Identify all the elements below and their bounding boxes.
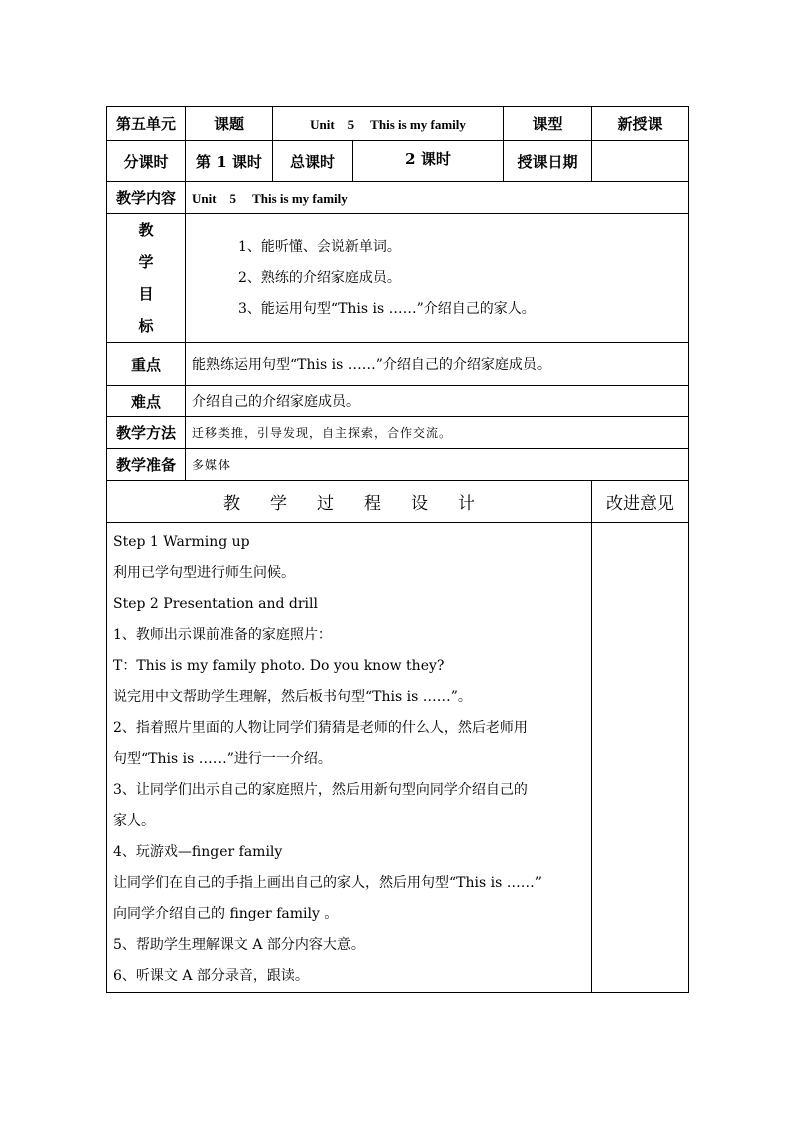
content-value: Unit 5 This is my family xyxy=(186,182,689,214)
process-line: 3、让同学们出示自己的家庭照片，然后用新句型向同学介绍自己的 xyxy=(113,782,528,798)
key-point-row xyxy=(107,343,689,386)
lesson-row xyxy=(107,141,689,182)
type-label: 课型 xyxy=(504,107,592,141)
process-line: 家人。 xyxy=(113,813,155,829)
process-line: Step 1 Warming up xyxy=(113,534,250,550)
process-line: 利用已学句型进行师生问候。 xyxy=(113,565,295,581)
teaching-date-label: 授课日期 xyxy=(504,141,592,182)
teaching-date-value xyxy=(592,141,689,182)
process-line: 让同学们在自己的手指上画出自己的家人，然后用句型“This is ……” xyxy=(113,875,542,891)
preparation-label: 教学准备 xyxy=(107,449,186,481)
goals-label-char: 标 xyxy=(138,317,154,335)
topic-label: 课题 xyxy=(186,107,273,141)
advice-content xyxy=(592,523,689,993)
difficulty-row xyxy=(107,386,689,417)
header-row xyxy=(107,107,689,141)
goal-item: 1、能听懂、会说新单词。 xyxy=(238,238,401,255)
key-point-label: 重点 xyxy=(107,343,186,386)
method-value: 迁移类推，引导发现，自主探索，合作交流。 xyxy=(186,417,689,449)
topic-value: Unit 5 This is my family xyxy=(273,107,504,141)
content-row xyxy=(107,182,689,214)
process-line: 向同学介绍自己的 finger family 。 xyxy=(113,906,339,922)
goal-item: 2、熟练的介绍家庭成员。 xyxy=(238,269,401,286)
method-label: 教学方法 xyxy=(107,417,186,449)
lesson-value: 第 1 课时 xyxy=(186,141,273,182)
goals-label-char: 教 xyxy=(138,221,154,239)
unit-cell: 第五单元 xyxy=(107,107,186,141)
total-lessons-value: 2 课时 xyxy=(353,141,504,182)
goals-label-char: 目 xyxy=(138,285,154,303)
design-body-row xyxy=(107,523,689,993)
design-header-row xyxy=(107,481,689,523)
process-line: 1、教师出示课前准备的家庭照片： xyxy=(113,627,332,643)
goals-label-char: 学 xyxy=(138,253,154,271)
process-line: T：This is my family photo. Do you know they? xyxy=(113,658,445,674)
goals-label xyxy=(107,214,186,343)
process-line: 句型“This is ……”进行一一介绍。 xyxy=(113,751,332,767)
goals-row xyxy=(107,214,689,343)
design-title: 教学过程设计 xyxy=(107,481,592,523)
preparation-row xyxy=(107,449,689,481)
process-line: 4、玩游戏—finger family xyxy=(113,844,283,860)
lesson-plan-page xyxy=(106,106,688,993)
process-line: 说完用中文帮助学生理解，然后板书句型“This is ……”。 xyxy=(113,689,472,705)
type-value: 新授课 xyxy=(592,107,689,141)
difficulty-label: 难点 xyxy=(107,386,186,417)
process-content xyxy=(107,523,592,993)
method-row xyxy=(107,417,689,449)
content-label: 教学内容 xyxy=(107,182,186,214)
preparation-value: 多媒体 xyxy=(186,449,689,481)
total-lessons-label: 总课时 xyxy=(273,141,353,182)
process-line: 2、指着照片里面的人物让同学们猜猜是老师的什么人，然后老师用 xyxy=(113,720,528,736)
goals-content xyxy=(186,214,689,343)
goal-item: 3、能运用句型“This is ……”介绍自己的家人。 xyxy=(238,300,536,317)
advice-label: 改进意见 xyxy=(592,481,689,523)
process-line: Step 2 Presentation and drill xyxy=(113,596,318,612)
lesson-label: 分课时 xyxy=(107,141,186,182)
difficulty-value: 介绍自己的介绍家庭成员。 xyxy=(186,386,689,417)
process-line: 5、帮助学生理解课文 A 部分内容大意。 xyxy=(113,937,365,953)
lesson-plan-table xyxy=(106,106,689,993)
key-point-value: 能熟练运用句型“This is ……”介绍自己的介绍家庭成员。 xyxy=(186,343,689,386)
process-line: 6、听课文 A 部分录音，跟读。 xyxy=(113,968,309,984)
